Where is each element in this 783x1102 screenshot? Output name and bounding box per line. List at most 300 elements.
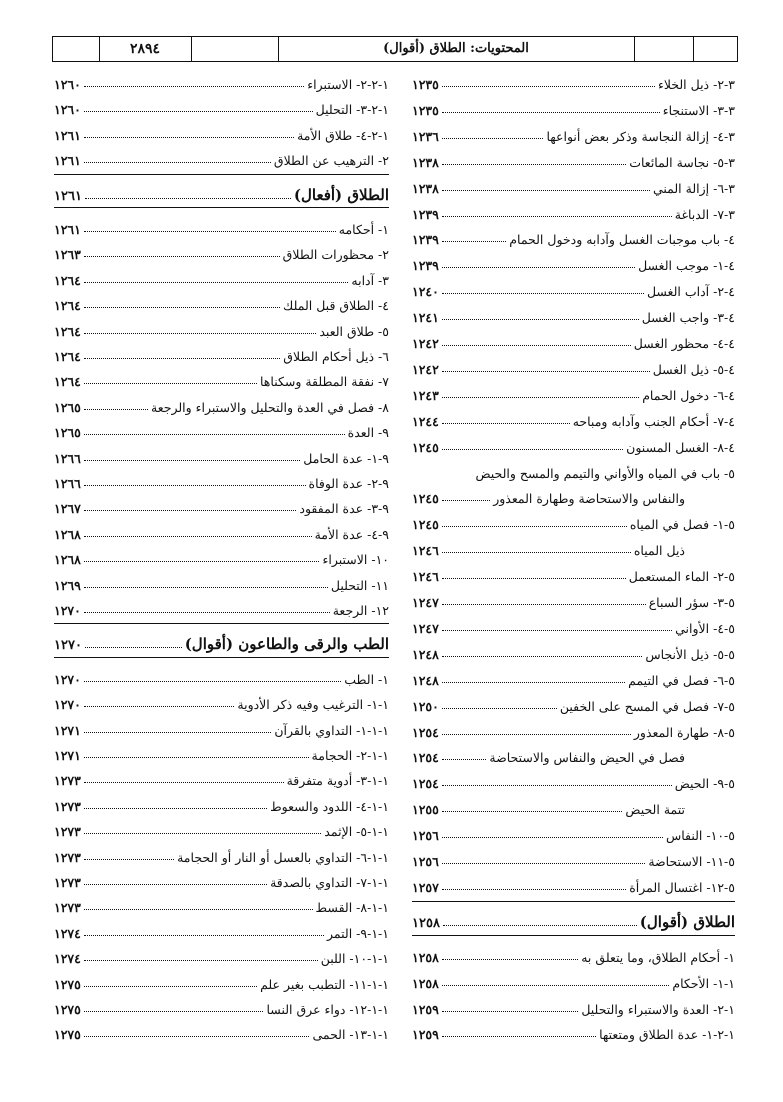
toc-entry-title: ١-١-٨- القسط [315, 900, 389, 916]
toc-entry [54, 467, 389, 491]
section-rule [54, 174, 389, 175]
toc-page-number: ١٢٧٣ [54, 798, 81, 814]
toc-page-number: ١٢٤٥ [412, 517, 439, 533]
toc-entry [54, 891, 389, 915]
dot-leader [442, 319, 639, 320]
toc-page-number: ١٢٤٥ [412, 439, 439, 455]
dot-leader [84, 681, 341, 682]
dot-leader [84, 358, 280, 359]
dot-leader [84, 137, 294, 138]
toc-entry-title: ٨- فصل في العدة والتحليل والاستبراء والرجعة [151, 399, 389, 415]
section-rule [412, 935, 735, 936]
toc-entry-title: ٢- محظورات الطلاق [282, 247, 389, 263]
toc-entry [412, 690, 735, 714]
toc-entry-title: ١- أحكامه [338, 222, 389, 237]
toc-page-number: ١٢٦٤ [54, 272, 81, 288]
dot-leader [84, 111, 313, 112]
toc-entry-title: ٤-٥- ذيل الغسل [652, 361, 735, 377]
toc-entry-title: ١-٢-٣- التحليل [315, 102, 389, 118]
toc-entry-title: ١-١-١٣- الحمى [312, 1027, 389, 1043]
toc-entry [54, 790, 389, 814]
toc-entry-title: ١- الطب [344, 671, 389, 687]
toc-entry [54, 119, 389, 143]
toc-page-number: ١٢٥٤ [412, 724, 439, 740]
toc-entry-title: ١-٢- العدة والاستبراء والتحليل [581, 1001, 735, 1017]
dot-leader [442, 345, 631, 346]
toc-entry-title: ٥-٣- سؤر السباع [648, 595, 735, 610]
toc-entry [412, 198, 735, 222]
toc-entry-title: ٩-١- عدة الحامل [303, 450, 389, 466]
toc-entry [412, 767, 735, 791]
toc-entry-title: ١-١-١١- التطبب بغير علم [260, 976, 389, 992]
toc-entry [54, 365, 389, 389]
toc-page-number: ١٢٣٩ [412, 258, 439, 274]
toc-entry [54, 569, 389, 593]
toc-entry [412, 1018, 735, 1042]
toc-entry [412, 741, 735, 765]
dot-leader [84, 960, 318, 961]
toc-entry [412, 120, 735, 144]
toc-page-number: ١٢٧٣ [54, 849, 81, 865]
toc-entry-title: الطب والرقى والطاعون (أقوال) [184, 635, 389, 654]
toc-entry-title: ٣-٧- الدباغة [674, 206, 735, 222]
dot-leader [84, 587, 328, 588]
toc-page-number: ١٢٦٦ [54, 450, 81, 466]
dot-leader [84, 434, 345, 435]
toc-page-number: ١٢٥٥ [412, 802, 439, 818]
toc-entry-title: ذيل المياه [633, 543, 685, 559]
toc-entry [412, 638, 735, 662]
dot-leader [442, 656, 643, 657]
toc-entry-title: ٤-٣- واجب الغسل [641, 310, 735, 326]
toc-page-number: ١٢٣٥ [412, 77, 439, 92]
toc-page-number: ١٢٥٠ [412, 698, 439, 714]
dot-leader [84, 884, 267, 885]
toc-entry-title: ٩-٤- عدة الأمة [314, 526, 389, 542]
toc-page-number: ١٢٥٩ [412, 1027, 439, 1043]
toc-page-number: ١٢٦١ [54, 127, 81, 143]
toc-entry-title: ١-٢-١- عدة الطلاق ومتعتها [599, 1027, 735, 1043]
toc-entry [54, 1018, 389, 1042]
dot-leader [84, 909, 313, 910]
toc-page-number: ١٢٧٠ [54, 638, 82, 654]
dot-leader [84, 510, 297, 511]
toc-page-number: ١٢٧٤ [54, 925, 81, 941]
dot-leader [84, 1036, 310, 1037]
toc-entry-title: الطلاق (أفعال) [293, 185, 389, 204]
toc-page-number: ١٢٥٩ [412, 1001, 439, 1017]
dot-leader [442, 371, 650, 372]
toc-entry [412, 482, 735, 506]
toc-entry-title: ٥-١- فصل في المياه [629, 517, 735, 533]
toc-entry-title: والنفاس والاستحاضة وطهارة المعذور [493, 491, 685, 507]
toc-page-number: ١٢٤٢ [412, 336, 439, 351]
toc-entry-title: ٤-٧- أحكام الجنب وآدابه ومباحه [572, 413, 735, 429]
toc-entry [54, 442, 389, 466]
toc-entry-title: ٩- العدة [347, 425, 389, 441]
toc-page-number: ١٢٤٦ [412, 569, 439, 585]
toc-entry-title: ٥-٤- الأواني [675, 620, 735, 636]
dot-leader [84, 231, 336, 232]
toc-entry [54, 518, 389, 542]
toc-page-number: ١٢٤٧ [412, 595, 439, 610]
toc-entry-title: ٥-٨- طهارة المعذور [633, 724, 735, 740]
toc-page-number: ١٢٣٩ [412, 232, 439, 248]
page-number: ٢٨٩٤ [129, 41, 161, 57]
toc-entry [412, 146, 735, 170]
dot-leader [442, 708, 557, 709]
toc-entry [412, 405, 735, 429]
toc-entry-title: ١٢- الرجعة [332, 603, 389, 618]
toc-entry-title: الطلاق (أقوال) [639, 912, 735, 931]
toc-page-number: ١٢٧٣ [54, 900, 81, 916]
dot-leader [442, 449, 623, 450]
toc-entry [54, 714, 389, 738]
toc-entry [412, 560, 735, 584]
dot-leader [442, 526, 627, 527]
dot-leader [85, 198, 291, 199]
toc-entry [412, 967, 735, 991]
toc-entry [412, 941, 735, 965]
toc-entry [54, 315, 389, 339]
dot-leader [442, 604, 646, 605]
toc-entry [412, 508, 735, 532]
toc-entry-title: ١-١-١٢- دواء عرق النسا [266, 1002, 389, 1017]
toc-page-number: ١٢٤٠ [412, 284, 439, 300]
toc-entry-title: ١-١-٥- الإثمد [324, 824, 389, 840]
toc-entry [54, 289, 389, 313]
toc-entry-title: ٢- الترهيب عن الطلاق [273, 153, 389, 169]
dot-leader [442, 630, 672, 631]
header-divider [191, 37, 192, 61]
toc-entry [412, 431, 735, 455]
toc-page-number: ١٢٦٩ [54, 577, 81, 593]
toc-page-number: ١٢٦١ [54, 188, 82, 204]
dot-leader [442, 241, 506, 242]
toc-page-number: ١٢٦٠ [54, 102, 81, 118]
dot-leader [84, 307, 280, 308]
toc-entry [54, 968, 389, 992]
toc-entry [412, 612, 735, 636]
toc-entry [54, 993, 389, 1017]
dot-leader [442, 190, 650, 191]
toc-page-number: ١٢٥٦ [412, 854, 439, 869]
toc-entry [54, 492, 389, 516]
toc-entry [412, 249, 735, 273]
toc-entry [412, 716, 735, 740]
toc-page-number: ١٢٣٥ [412, 102, 439, 118]
toc-entry-title: ١-١-١٠- اللبن [320, 951, 389, 967]
dot-leader [84, 561, 320, 562]
dot-leader [442, 267, 635, 268]
toc-page-number: ١٢٦٤ [54, 374, 81, 390]
toc-section-heading [54, 180, 389, 204]
toc-page-number: ١٢٧١ [54, 722, 81, 738]
toc-entry-title: ١٠- الاستبراء [322, 552, 389, 568]
toc-entry [54, 391, 389, 415]
section-rule [54, 207, 389, 208]
toc-page-number: ١٢٥٨ [412, 915, 440, 931]
toc-entry [54, 866, 389, 890]
toc-entry-title: ٥-١٠- النفاس [665, 828, 735, 844]
dot-leader [442, 1011, 578, 1012]
toc-entry [54, 93, 389, 117]
toc-entry [54, 594, 389, 618]
toc-entry [54, 764, 389, 788]
dot-leader [85, 647, 182, 648]
toc-entry [54, 340, 389, 364]
toc-section-heading [412, 907, 735, 931]
dot-leader [84, 833, 321, 834]
toc-page-number: ١٢٦٨ [54, 552, 81, 568]
dot-leader [84, 986, 257, 987]
dot-leader [442, 578, 626, 579]
toc-page-number: ١٢٥٤ [412, 750, 439, 766]
dot-leader [442, 863, 646, 864]
toc-entry [412, 993, 735, 1017]
toc-entry-title: ٥-٥- ذيل الأنجاس [645, 646, 735, 662]
toc-entry-title: ٥-١٢- اغتسال المرأة [629, 879, 735, 895]
toc-entry [54, 68, 389, 92]
toc-entry-title: ١-١-٩- التمر [327, 925, 389, 941]
toc-page-number: ١٢٦٠ [54, 77, 81, 92]
toc-entry [54, 815, 389, 839]
toc-page-number: ١٢٧٠ [54, 697, 81, 713]
toc-page-number: ١٢٧٥ [54, 1027, 81, 1043]
dot-leader [84, 935, 324, 936]
toc-entry [412, 793, 735, 817]
toc-entry [412, 534, 735, 558]
toc-page-number: ١٢٧١ [54, 748, 81, 763]
toc-entry-title: ٤-٨- الغسل المسنون [626, 439, 735, 455]
toc-entry-title: ٤-٦- دخول الحمام [642, 387, 735, 403]
section-rule [54, 657, 389, 658]
dot-leader [84, 757, 309, 758]
toc-entry [412, 172, 735, 196]
toc-entry [412, 457, 735, 481]
dot-leader [442, 86, 655, 87]
toc-entry-title: ٣-٥- نجاسة المائعات [629, 154, 735, 170]
toc-entry [412, 353, 735, 377]
section-rule [54, 623, 389, 624]
toc-entry-title: ٤-٢- آداب الغسل [646, 284, 735, 300]
toc-page-number: ١٢٦٦ [54, 476, 81, 491]
toc-entry-title: ٣-٤- إزالة النجاسة وذكر بعض أنواعها [546, 128, 735, 144]
dot-leader [442, 785, 672, 786]
toc-entry-title: ١-١-١- التداوي بالقرآن [274, 722, 389, 738]
toc-section-heading [54, 629, 389, 653]
dot-leader [84, 485, 306, 486]
toc-page-number: ١٢٧٣ [54, 875, 81, 890]
toc-entry [412, 871, 735, 895]
dot-leader [442, 164, 626, 165]
toc-entry-title: ٣-٣- الاستنجاء [662, 102, 735, 118]
toc-entry-title: ٥- طلاق العبد [319, 323, 389, 339]
dot-leader [84, 1011, 264, 1012]
section-rule [412, 901, 735, 902]
dot-leader [442, 216, 672, 217]
dot-leader [84, 256, 280, 257]
toc-entry [54, 841, 389, 865]
dot-leader [442, 759, 487, 760]
dot-leader [442, 1036, 596, 1037]
toc-entry-title: ٤-٤- محظور الغسل [633, 336, 735, 351]
dot-leader [442, 889, 626, 890]
dot-leader [442, 500, 490, 501]
dot-leader [442, 293, 644, 294]
toc-entry-title: ٣-٢- ذيل الخلاء [657, 77, 735, 92]
toc-entry [54, 917, 389, 941]
header-divider [634, 37, 635, 61]
running-title: المحتويات: الطلاق (أقوال) [383, 41, 529, 56]
dot-leader [442, 959, 578, 960]
toc-page-number: ١٢٦٤ [54, 323, 81, 339]
toc-page-number: ١٢٥٦ [412, 828, 439, 844]
toc-entry [54, 688, 389, 712]
toc-entry [412, 94, 735, 118]
dot-leader [442, 682, 625, 683]
toc-entry-title: فصل في الحيض والنفاس والاستحاضة [489, 750, 685, 766]
toc-entry-title: ٥-٧- فصل في المسح على الخفين [559, 698, 735, 714]
toc-page-number: ١٢٣٩ [412, 206, 439, 222]
toc-page-number: ١٢٤٦ [412, 543, 439, 559]
dot-leader [84, 460, 300, 461]
toc-entry-title: ٧- نفقة المطلقة وسكناها [259, 374, 389, 390]
dot-leader [84, 333, 317, 334]
toc-page-number: ١٢٦٤ [54, 349, 81, 364]
toc-page-number: ١٢٧٤ [54, 951, 81, 967]
dot-leader [84, 612, 330, 613]
toc-page-number: ١٢٦٨ [54, 526, 81, 542]
toc-entry-title: ١-١-٤- اللدود والسعوط [270, 798, 389, 814]
toc-entry [412, 379, 735, 403]
toc-entry-title: تتمة الحيض [625, 802, 685, 818]
toc-page-number: ١٢٥٤ [412, 776, 439, 792]
toc-entry [54, 739, 389, 763]
toc-entry [412, 301, 735, 325]
toc-entry [54, 416, 389, 440]
toc-entry [412, 275, 735, 299]
toc-page-number: ١٢٤٨ [412, 646, 439, 662]
page-header [52, 36, 738, 62]
toc-page-number: ١٢٤٢ [412, 361, 439, 377]
dot-leader [442, 811, 623, 812]
toc-entry-title: ٥- باب في المياه والأواني والتيمم والمسح والحيض [475, 465, 735, 481]
toc-entry-title: ١-٢-٤- طلاق الأمة [297, 127, 389, 143]
toc-page-number: ١٢٦١ [54, 153, 81, 169]
toc-page-number: ١٢٤٤ [412, 413, 439, 429]
dot-leader [84, 859, 174, 860]
toc-entry-title: ١- أحكام الطلاق، وما يتعلق به [581, 949, 735, 965]
toc-entry-title: ٣- آدابه [351, 272, 389, 288]
dot-leader [84, 536, 312, 537]
toc-page-number: ١٢٤٨ [412, 672, 439, 688]
toc-entry-title: ٤-١- موجب الغسل [638, 258, 735, 274]
toc-entry [412, 819, 735, 843]
toc-entry [54, 942, 389, 966]
dot-leader [442, 112, 660, 113]
dot-leader [443, 925, 637, 926]
toc-entry-title: ١-١-٢- الحجامة [311, 748, 389, 763]
dot-leader [84, 782, 284, 783]
toc-page-number: ١٢٦٧ [54, 501, 81, 517]
toc-page-number: ١٢٣٦ [412, 128, 439, 144]
dot-leader [442, 423, 570, 424]
toc-entry [54, 264, 389, 288]
toc-entry [54, 543, 389, 567]
toc-entry [412, 327, 735, 351]
toc-entry-title: ٩-٢- عدة الوفاة [308, 476, 389, 491]
dot-leader [84, 808, 267, 809]
toc-entry [54, 663, 389, 687]
header-divider [693, 37, 694, 61]
toc-page-number: ١٢٤٣ [412, 387, 439, 403]
dot-leader [442, 138, 544, 139]
toc-entry-title: ٤- الطلاق قبل الملك [283, 298, 389, 314]
toc-entry [54, 238, 389, 262]
toc-entry-title: ١-١-٧- التداوي بالصدقة [270, 875, 389, 890]
toc-page-number: ١٢٦٥ [54, 399, 81, 415]
toc-entry-title: ١-١-٦- التداوي بالعسل أو النار أو الحجامة [177, 849, 389, 865]
toc-entry-title: ١-١- الترغيب وفيه ذكر الأدوية [237, 697, 389, 713]
toc-page-number: ١٢٦٤ [54, 298, 81, 314]
toc-entry-title: ٥-٦- فصل في التيمم [628, 672, 735, 688]
toc-entry [412, 223, 735, 247]
toc-page-number: ١٢٤٥ [412, 491, 439, 507]
toc-page-number: ١٢٧٥ [54, 976, 81, 992]
toc-page-number: ١٢٤٧ [412, 620, 439, 636]
toc-entry-title: ٥-١١- الاستحاضة [648, 854, 735, 869]
toc-entry-title: ٩-٣- عدة المفقود [299, 501, 389, 517]
toc-entry-title: ٥-٢- الماء المستعمل [628, 569, 735, 585]
toc-entry-title: ١-١-٣- أدوية متفرقة [286, 773, 389, 789]
toc-page-number: ١٢٣٨ [412, 154, 439, 170]
toc-page-number: ١٢٤١ [412, 310, 439, 326]
dot-leader [442, 397, 639, 398]
dot-leader [442, 552, 631, 553]
toc-entry-title: ٦- ذيل أحكام الطلاق [283, 349, 389, 364]
toc-page-number: ١٢٧٣ [54, 824, 81, 840]
toc-entry [412, 664, 735, 688]
dot-leader [84, 409, 148, 410]
toc-page-number: ١٢٧٠ [54, 671, 81, 687]
toc-page-number: ١٢٥٧ [412, 879, 439, 895]
toc-entry-title: ٤- باب موجبات الغسل وآدابه ودخول الحمام [509, 232, 735, 248]
toc-page-number: ١٢٥٨ [412, 949, 439, 965]
toc-page-number: ١٢٧٠ [54, 603, 81, 618]
dot-leader [84, 86, 304, 87]
toc-page-number: ١٢٧٥ [54, 1002, 81, 1017]
dot-leader [84, 383, 257, 384]
toc-page-number: ١٢٧٣ [54, 773, 81, 789]
toc-entry-title: ١-٢-٢- الاستبراء [307, 77, 389, 92]
toc-page-number: ١٢٦١ [54, 222, 81, 237]
dot-leader [84, 282, 349, 283]
toc-entry-title: ٥-٩- الحيض [674, 776, 735, 792]
toc-page-number: ١٢٦٥ [54, 425, 81, 441]
toc-page-number: ١٢٥٨ [412, 975, 439, 991]
toc-entry [54, 144, 389, 168]
dot-leader [442, 734, 631, 735]
toc-entry [412, 68, 735, 92]
dot-leader [442, 837, 663, 838]
toc-page-number: ١٢٣٨ [412, 180, 439, 196]
dot-leader [84, 162, 271, 163]
toc-entry-title: ١-١- الأحكام [672, 975, 735, 991]
dot-leader [442, 985, 669, 986]
dot-leader [84, 732, 271, 733]
toc-entry [412, 845, 735, 869]
